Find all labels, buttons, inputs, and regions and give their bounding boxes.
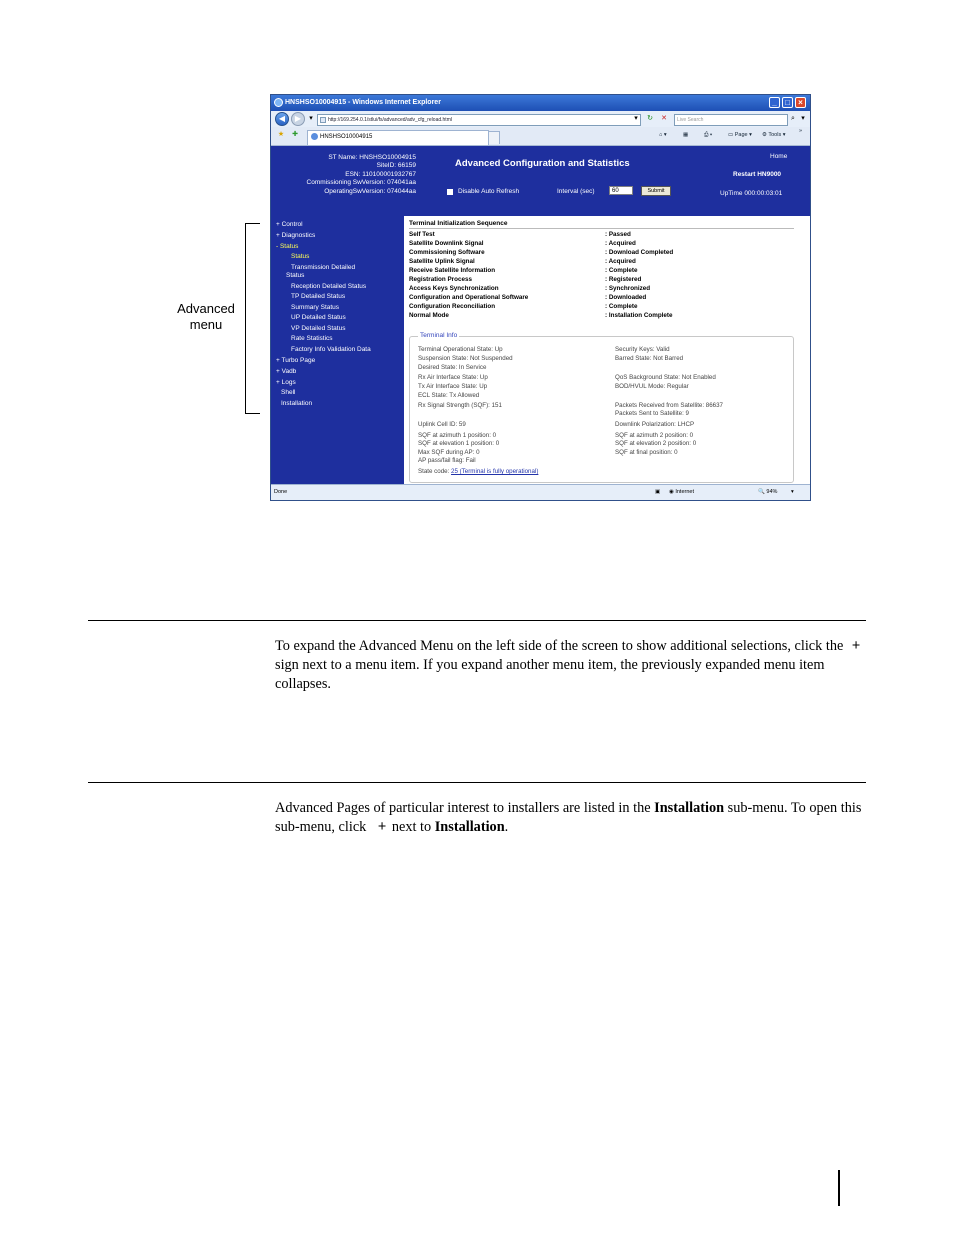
- terminal-info-field: Packets Sent to Satellite: 9: [615, 410, 689, 417]
- menu-item[interactable]: Factory Info Validation Data: [291, 346, 371, 353]
- menu-item[interactable]: TP Detailed Status: [291, 293, 346, 300]
- terminal-info-field: Tx Air Interface State: Up: [418, 383, 488, 390]
- menu-item[interactable]: Transmission Detailed: [291, 264, 356, 271]
- sequence-step-value: : Synchronized: [605, 285, 651, 292]
- stop-icon[interactable]: ✕: [661, 115, 667, 122]
- p1-text-a: To expand the Advanced Menu on the left side of the screen to show additional selections, click the: [275, 638, 847, 654]
- tab-label: HNSHSO10004915: [320, 134, 373, 140]
- terminal-info-field: Desired State: In Service: [418, 364, 487, 371]
- section-rule-1: [88, 620, 866, 621]
- menu-item[interactable]: Installation: [281, 400, 313, 407]
- paragraph-installation: [275, 799, 871, 837]
- page-menu[interactable]: ▭ Page ▾: [728, 132, 752, 138]
- menu-item[interactable]: + Turbo Page: [276, 357, 316, 364]
- uptime: UpTime 000:00:03:01: [720, 190, 783, 197]
- menu-item[interactable]: UP Detailed Status: [291, 314, 346, 321]
- sequence-step-value: : Complete: [605, 267, 638, 274]
- terminal-info-field: SQF at azimuth 2 position: 0: [615, 432, 694, 439]
- p1-text-b: sign next to a menu item. If you expand another menu item, the previously expanded menu item collapses.: [275, 657, 825, 692]
- tab-active[interactable]: [307, 130, 489, 145]
- address-text: http://169.254.0.1/stlui/fs/advanced/adv_cfg_reload.html: [328, 117, 452, 123]
- sequence-step-value: : Downloaded: [605, 294, 647, 301]
- history-dropdown-icon[interactable]: ▾: [309, 115, 313, 122]
- p1-plus-sign: +: [851, 638, 861, 654]
- state-code-link[interactable]: 25 (Terminal is fully operational): [451, 468, 539, 475]
- sequence-step-label: Normal Mode: [409, 312, 449, 319]
- print-icon[interactable]: ⎙ ▾: [704, 132, 713, 138]
- p2-installation-bold-2: Installation: [434, 819, 505, 835]
- sequence-step-label: Receive Satellite Information: [409, 267, 496, 274]
- page-margin-bar: [838, 1170, 840, 1206]
- zoom-level: 94%: [766, 489, 778, 495]
- address-bar[interactable]: [317, 114, 641, 126]
- sequence-step-label: Access Keys Synchronization: [409, 285, 499, 292]
- p2-installation-bold: Installation: [654, 800, 725, 816]
- menu-item[interactable]: - Status: [276, 243, 299, 250]
- state-code-label: State code:: [418, 468, 452, 475]
- disable-auto-refresh-checkbox[interactable]: [447, 189, 453, 195]
- state-code: [418, 468, 538, 475]
- callout-line-2: menu: [189, 317, 223, 332]
- terminal-info-box: [409, 332, 794, 483]
- address-row: [271, 111, 810, 127]
- sequence-step-value: : Registered: [605, 276, 642, 283]
- feeds-icon[interactable]: ▦: [683, 132, 689, 138]
- menu-item[interactable]: + Logs: [276, 379, 296, 386]
- search-dropdown-icon[interactable]: ▾: [801, 115, 805, 122]
- terminal-info-field: AP pass/fail flag: Fail: [418, 457, 476, 464]
- status-bar: [271, 484, 810, 501]
- terminal-info-field: Downlink Polarization: LHCP: [615, 421, 695, 428]
- site-id: SiteID: 66159: [376, 162, 416, 170]
- terminal-info-field: Suspension State: Not Suspended: [418, 355, 513, 362]
- advanced-menu-callout: [160, 301, 252, 333]
- terminal-info-field: Barred State: Not Barred: [615, 355, 684, 362]
- back-button[interactable]: ◀: [275, 112, 289, 126]
- menu-item[interactable]: Status: [286, 272, 305, 279]
- sequence-heading: Terminal Initialization Sequence: [409, 220, 794, 229]
- commissioning-sw-version: Commissioning SwVersion: 074041aa: [306, 179, 416, 187]
- sequence-step-label: Satellite Uplink Signal: [409, 258, 475, 265]
- advanced-menu: [271, 216, 404, 484]
- zoom-control[interactable]: 🔍 94%: [758, 489, 778, 495]
- terminal-info-field: Rx Signal Strength (SQF): 151: [418, 402, 502, 409]
- menu-item[interactable]: VP Detailed Status: [291, 325, 346, 332]
- sequence-step-label: Configuration Reconciliation: [409, 303, 496, 310]
- menu-item[interactable]: Shell: [281, 389, 296, 396]
- sequence-step-label: Configuration and Operational Software: [409, 294, 529, 301]
- zone-indicator[interactable]: ◉ Internet: [669, 489, 694, 495]
- terminal-info-field: SQF at elevation 2 position: 0: [615, 440, 697, 447]
- esn: ESN: 110100001932767: [345, 170, 416, 178]
- page-icon: [320, 117, 326, 123]
- browser-window: [270, 94, 811, 501]
- section-rule-2: [88, 782, 866, 783]
- interval-label: Interval (sec): [557, 188, 595, 195]
- sequence-step-label: Commissioning Software: [409, 249, 485, 256]
- add-favorite-icon[interactable]: ✚: [292, 131, 298, 138]
- p2-text-d: next to: [388, 819, 435, 835]
- operating-sw-version: OperatingSwVersion: 074044aa: [324, 187, 416, 195]
- new-tab-button[interactable]: [488, 131, 500, 144]
- favorites-star-icon[interactable]: ★: [277, 131, 285, 138]
- refresh-icon[interactable]: ↻: [647, 115, 653, 122]
- menu-item[interactable]: Reception Detailed Status: [291, 283, 367, 290]
- maximize-button[interactable]: □: [782, 97, 793, 108]
- terminal-info-field: Terminal Operational State: Up: [418, 346, 503, 353]
- sequence-step-value: : Acquired: [605, 240, 636, 247]
- p2-text-e: .: [504, 819, 509, 835]
- p2-text-c: sub-menu. To open this sub-menu, click: [275, 800, 862, 835]
- home-icon[interactable]: ⌂ ▾: [659, 132, 667, 138]
- menu-item[interactable]: + Vadb: [276, 368, 297, 375]
- terminal-info-field: ECL State: Tx Allowed: [418, 392, 480, 399]
- address-dropdown-icon[interactable]: ▾: [634, 115, 638, 122]
- restart-link[interactable]: Restart HN9000: [733, 171, 782, 178]
- terminal-info-field: Max SQF during AP: 0: [418, 449, 480, 456]
- terminal-info-field: Uplink Cell ID: 59: [418, 421, 466, 428]
- chevron-more-icon[interactable]: »: [799, 128, 803, 134]
- page-title: Advanced Configuration and Statistics: [455, 158, 630, 169]
- sequence-step-label: Registration Process: [409, 276, 472, 283]
- sequence-step-label: Satellite Downlink Signal: [409, 240, 484, 247]
- home-link[interactable]: Home: [770, 153, 788, 160]
- callout-line-1: Advanced: [177, 301, 235, 316]
- interval-input[interactable]: 60: [609, 186, 633, 195]
- tab-row: [271, 127, 810, 146]
- close-button[interactable]: ×: [795, 97, 806, 108]
- window-title: HNSHSO10004915 - Windows Internet Explorer: [285, 99, 441, 106]
- popup-blocker-icon[interactable]: ▣: [655, 489, 661, 495]
- menu-item[interactable]: Status: [291, 253, 310, 260]
- title-bar: [271, 95, 810, 111]
- paragraph-expand-menu: [275, 637, 871, 694]
- tools-menu-label: Tools: [768, 132, 782, 138]
- menu-item[interactable]: + Diagnostics: [276, 232, 316, 239]
- ie-logo-icon: [274, 98, 283, 107]
- sequence-step-value: : Passed: [605, 231, 631, 238]
- terminal-info-field: SQF at azimuth 1 position: 0: [418, 432, 497, 439]
- terminal-info-field: Rx Air Interface State: Up: [418, 374, 488, 381]
- search-input[interactable]: Live Search: [674, 114, 788, 126]
- search-icon[interactable]: ⌕: [791, 115, 795, 122]
- sequence-step-value: : Download Completed: [605, 249, 674, 256]
- sequence-step-value: : Acquired: [605, 258, 636, 265]
- favicon-icon: [311, 133, 318, 140]
- p2-text-a: Advanced Pages of particular interest to installers are listed in the: [275, 800, 655, 816]
- terminal-info-field: SQF at final position: 0: [615, 449, 678, 456]
- disable-auto-refresh-label: Disable Auto Refresh: [458, 188, 520, 195]
- status-text: Done: [274, 489, 288, 495]
- p2-plus-sign: +: [377, 819, 387, 835]
- menu-item[interactable]: Summary Status: [291, 304, 340, 311]
- terminal-info-field: QoS Background State: Not Enabled: [615, 374, 716, 381]
- st-name: ST Name: HNSHSO10004915: [328, 154, 416, 161]
- zone-label: Internet: [675, 489, 694, 495]
- terminal-info-field: Packets Received from Satellite: 86637: [615, 402, 723, 409]
- terminal-info-legend: Terminal Info: [420, 332, 458, 339]
- minimize-button[interactable]: _: [769, 97, 780, 108]
- terminal-info-field: Security Keys: Valid: [615, 346, 670, 353]
- zoom-dropdown-icon[interactable]: ▾: [791, 489, 794, 495]
- submit-button[interactable]: Submit: [641, 186, 671, 196]
- terminal-info-summary: [273, 154, 416, 196]
- forward-button[interactable]: ▶: [291, 112, 305, 126]
- menu-item[interactable]: + Control: [276, 221, 303, 228]
- menu-item[interactable]: Rate Statistics: [291, 335, 333, 342]
- terminal-info-field: BOD/HVUL Mode: Regular: [615, 383, 689, 390]
- terminal-info-field: SQF at elevation 1 position: 0: [418, 440, 500, 447]
- tools-menu[interactable]: ⚙ Tools ▾: [762, 132, 786, 138]
- sequence-step-value: : Complete: [605, 303, 638, 310]
- main-content: [404, 216, 810, 484]
- sequence-step-value: : Installation Complete: [605, 312, 673, 319]
- sequence-step-label: Self Test: [409, 231, 435, 238]
- page-header: [271, 146, 810, 216]
- page-menu-label: Page: [734, 132, 748, 138]
